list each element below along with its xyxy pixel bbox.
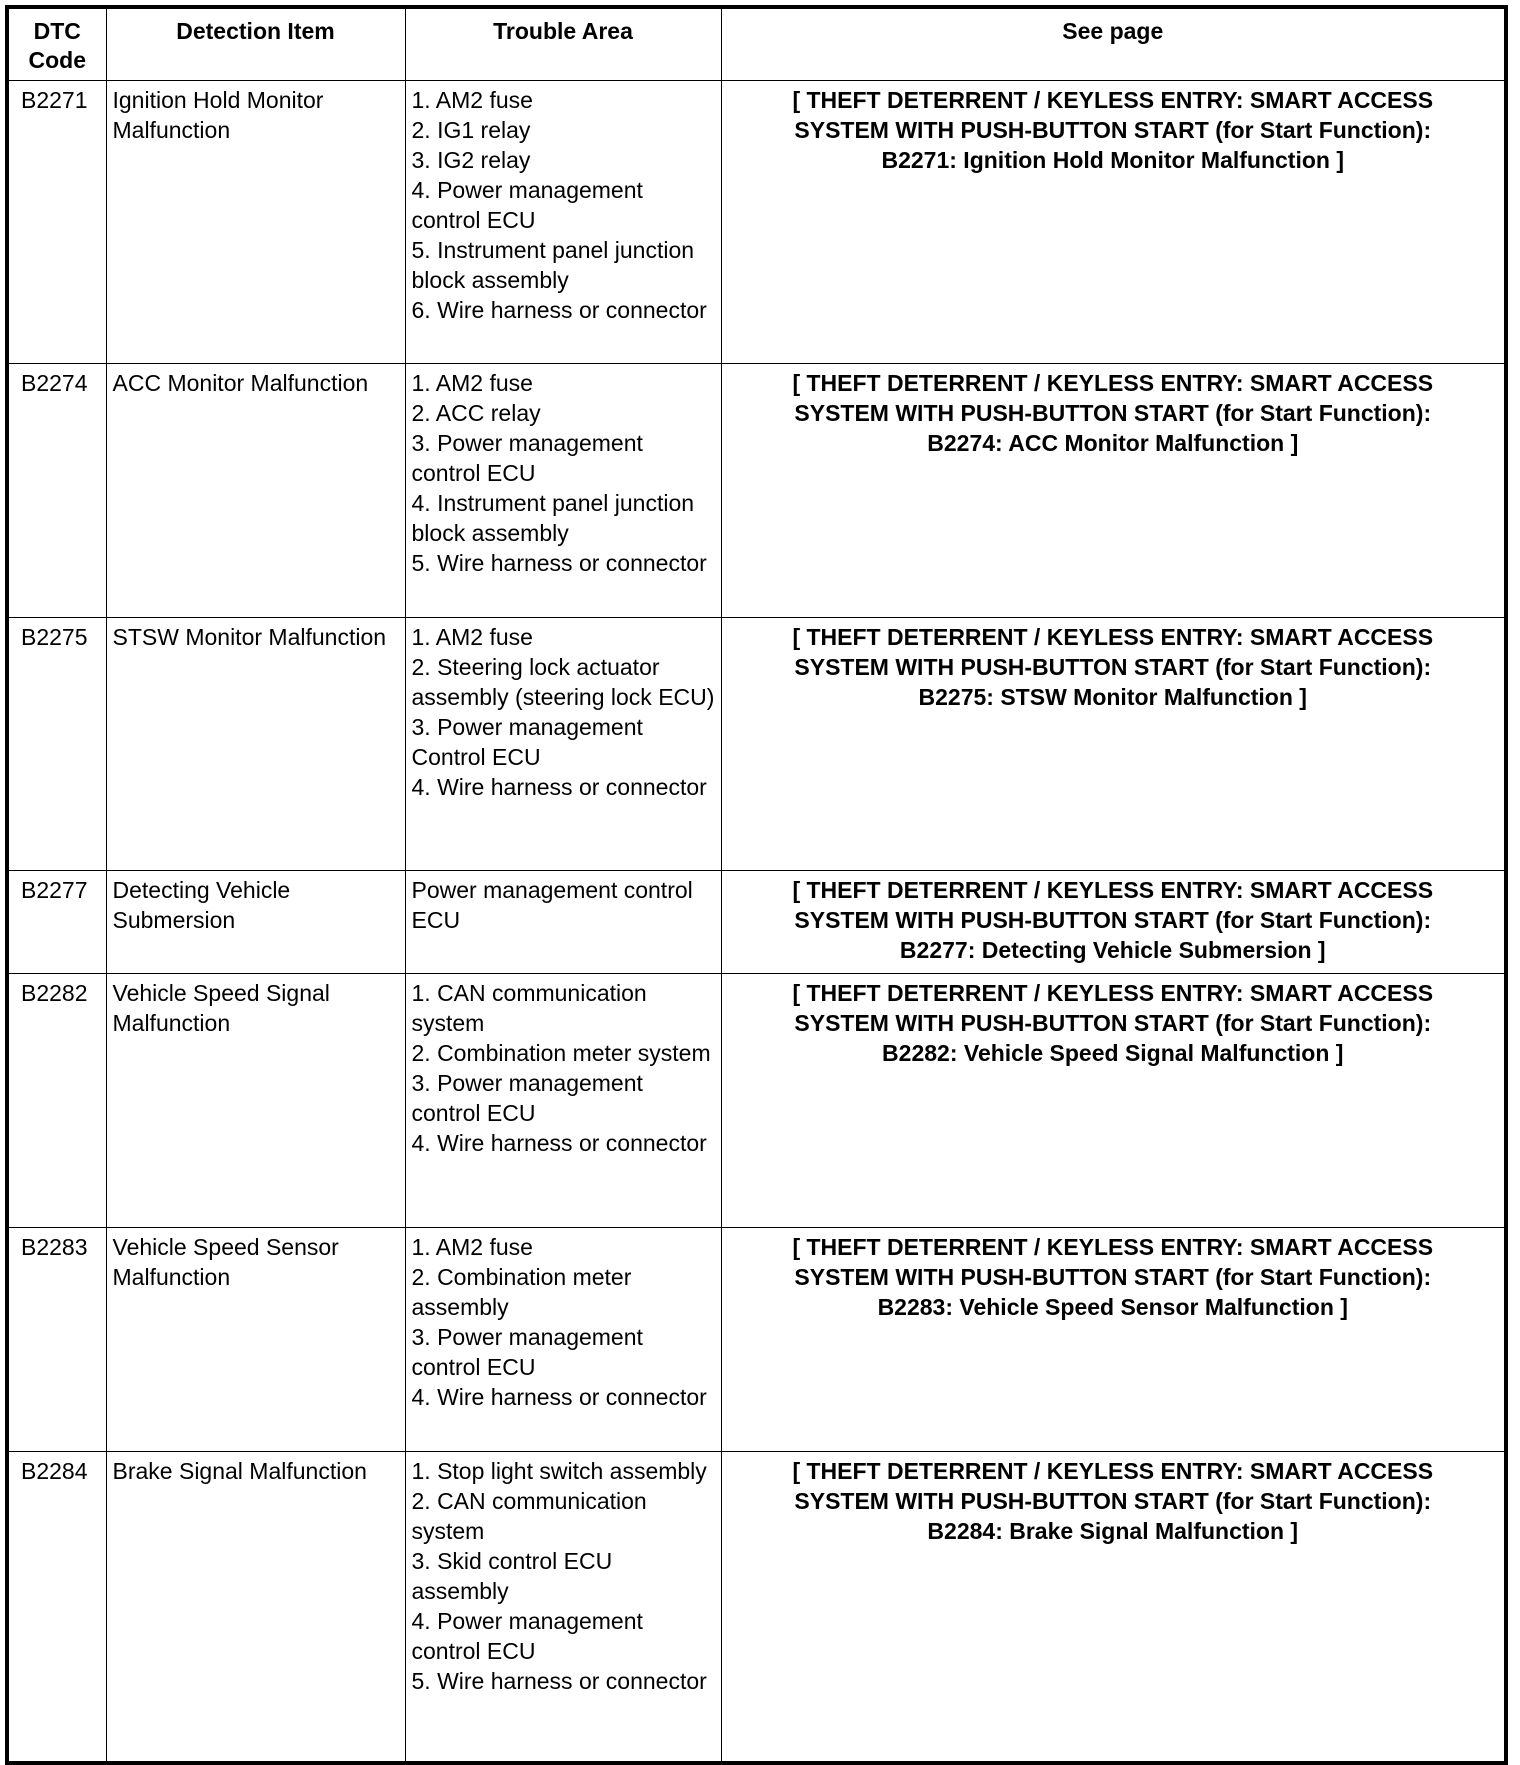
trouble-area-item: 5. Wire harness or connector xyxy=(411,1667,707,1694)
detection-item: ACC Monitor Malfunction xyxy=(106,363,405,617)
see-page-line[interactable]: [ THEFT DETERRENT / KEYLESS ENTRY: SMART ACCESS xyxy=(792,623,1434,650)
see-page-line[interactable]: B2277: Detecting Vehicle Submersion ] xyxy=(899,936,1326,963)
see-page-line[interactable]: SYSTEM WITH PUSH-BUTTON START (for Start Function): xyxy=(794,653,1432,680)
table-row xyxy=(7,973,1506,1227)
trouble-area-item: 2. IG1 relay xyxy=(411,116,531,143)
see-page-line[interactable]: [ THEFT DETERRENT / KEYLESS ENTRY: SMART ACCESS xyxy=(792,979,1434,1006)
see-page-line[interactable]: B2275: STSW Monitor Malfunction ] xyxy=(918,683,1307,710)
see-page-line[interactable]: [ THEFT DETERRENT / KEYLESS ENTRY: SMART ACCESS xyxy=(792,1233,1434,1260)
trouble-area-item: Power management control ECU xyxy=(411,876,693,933)
see-page-link[interactable] xyxy=(721,973,1506,1227)
trouble-area-item: 1. AM2 fuse xyxy=(411,623,533,650)
dtc-code: B2283 xyxy=(7,1227,106,1451)
trouble-area-item: 4. Wire harness or connector xyxy=(411,1129,707,1156)
table-row xyxy=(7,80,1506,363)
detection-item: Ignition Hold Monitor Malfunction xyxy=(106,80,405,363)
trouble-area-item: 4. Wire harness or connector xyxy=(411,773,707,800)
trouble-area-item: 3. Power management control ECU xyxy=(411,429,643,486)
see-page-link[interactable] xyxy=(721,363,1506,617)
see-page-line[interactable]: SYSTEM WITH PUSH-BUTTON START (for Start Function): xyxy=(794,116,1432,143)
dtc-code: B2277 xyxy=(7,870,106,973)
see-page-line[interactable]: [ THEFT DETERRENT / KEYLESS ENTRY: SMART ACCESS xyxy=(792,86,1434,113)
see-page-line[interactable]: [ THEFT DETERRENT / KEYLESS ENTRY: SMART ACCESS xyxy=(792,369,1434,396)
trouble-area-item: 1. AM2 fuse xyxy=(411,369,533,396)
trouble-area-item: 2. Combination meter system xyxy=(411,1039,711,1066)
table-row xyxy=(7,363,1506,617)
trouble-area-item: 2. ACC relay xyxy=(411,399,541,426)
see-page-line[interactable]: B2274: ACC Monitor Malfunction ] xyxy=(927,429,1299,456)
table-header-row xyxy=(7,7,1506,80)
trouble-area-item: 5. Wire harness or connector xyxy=(411,549,707,576)
trouble-area-item: 2. Steering lock actuator assembly (steering lock ECU) xyxy=(411,653,715,710)
detection-item: Brake Signal Malfunction xyxy=(106,1451,405,1763)
dtc-code: B2282 xyxy=(7,973,106,1227)
trouble-area-item: 3. Skid control ECU assembly xyxy=(411,1547,613,1604)
see-page-line[interactable]: [ THEFT DETERRENT / KEYLESS ENTRY: SMART ACCESS xyxy=(792,876,1434,903)
detection-item: Detecting Vehicle Submersion xyxy=(106,870,405,973)
trouble-area xyxy=(405,80,721,363)
see-page-link[interactable] xyxy=(721,80,1506,363)
trouble-area-item: 5. Instrument panel junction block assembly xyxy=(411,236,695,293)
trouble-area-item: 3. Power management control ECU xyxy=(411,1323,643,1380)
see-page-line[interactable]: B2283: Vehicle Speed Sensor Malfunction ] xyxy=(877,1293,1348,1320)
dtc-code: B2271 xyxy=(7,80,106,363)
trouble-area xyxy=(405,973,721,1227)
table-row xyxy=(7,617,1506,870)
table-row xyxy=(7,870,1506,973)
detection-item: STSW Monitor Malfunction xyxy=(106,617,405,870)
trouble-area-item: 6. Wire harness or connector xyxy=(411,296,707,323)
see-page-link[interactable] xyxy=(721,617,1506,870)
header-trouble-area: Trouble Area xyxy=(405,7,721,80)
dtc-code: B2274 xyxy=(7,363,106,617)
see-page-line[interactable]: B2284: Brake Signal Malfunction ] xyxy=(927,1517,1299,1544)
header-see-page: See page xyxy=(721,7,1506,80)
see-page-line[interactable]: B2282: Vehicle Speed Signal Malfunction ] xyxy=(882,1039,1344,1066)
see-page-line[interactable]: SYSTEM WITH PUSH-BUTTON START (for Start Function): xyxy=(794,1263,1432,1290)
header-detection-item: Detection Item xyxy=(106,7,405,80)
trouble-area-item: 4. Wire harness or connector xyxy=(411,1383,707,1410)
see-page-line[interactable]: [ THEFT DETERRENT / KEYLESS ENTRY: SMART ACCESS xyxy=(792,1457,1434,1484)
table-row xyxy=(7,1451,1506,1763)
see-page-link[interactable] xyxy=(721,870,1506,973)
see-page-link[interactable] xyxy=(721,1227,1506,1451)
trouble-area-item: 4. Power management control ECU xyxy=(411,1607,643,1664)
trouble-area-item: 1. AM2 fuse xyxy=(411,1233,533,1260)
trouble-area xyxy=(405,870,721,973)
trouble-area xyxy=(405,1227,721,1451)
trouble-area-item: 2. Combination meter assembly xyxy=(411,1263,632,1320)
trouble-area-item: 3. IG2 relay xyxy=(411,146,531,173)
trouble-area-item: 3. Power management control ECU xyxy=(411,1069,643,1126)
see-page-link[interactable] xyxy=(721,1451,1506,1763)
trouble-area xyxy=(405,617,721,870)
header-dtc-code: DTC Code xyxy=(7,7,106,80)
trouble-area-item: 4. Instrument panel junction block assembly xyxy=(411,489,695,546)
trouble-area xyxy=(405,363,721,617)
dtc-code: B2284 xyxy=(7,1451,106,1763)
see-page-line[interactable]: B2271: Ignition Hold Monitor Malfunction ] xyxy=(881,146,1344,173)
see-page-line[interactable]: SYSTEM WITH PUSH-BUTTON START (for Start Function): xyxy=(794,1487,1432,1514)
table-row xyxy=(7,1227,1506,1451)
trouble-area-item: 1. CAN communication system xyxy=(411,979,647,1036)
detection-item: Vehicle Speed Sensor Malfunction xyxy=(106,1227,405,1451)
trouble-area xyxy=(405,1451,721,1763)
trouble-area-item: 4. Power management control ECU xyxy=(411,176,643,233)
see-page-line[interactable]: SYSTEM WITH PUSH-BUTTON START (for Start Function): xyxy=(794,399,1432,426)
trouble-area-item: 3. Power management Control ECU xyxy=(411,713,643,770)
see-page-line[interactable]: SYSTEM WITH PUSH-BUTTON START (for Start Function): xyxy=(794,1009,1432,1036)
dtc-table xyxy=(5,5,1508,1765)
trouble-area-item: 1. AM2 fuse xyxy=(411,86,533,113)
detection-item: Vehicle Speed Signal Malfunction xyxy=(106,973,405,1227)
trouble-area-item: 2. CAN communication system xyxy=(411,1487,647,1544)
see-page-line[interactable]: SYSTEM WITH PUSH-BUTTON START (for Start Function): xyxy=(794,906,1432,933)
dtc-code: B2275 xyxy=(7,617,106,870)
trouble-area-item: 1. Stop light switch assembly xyxy=(411,1457,707,1484)
